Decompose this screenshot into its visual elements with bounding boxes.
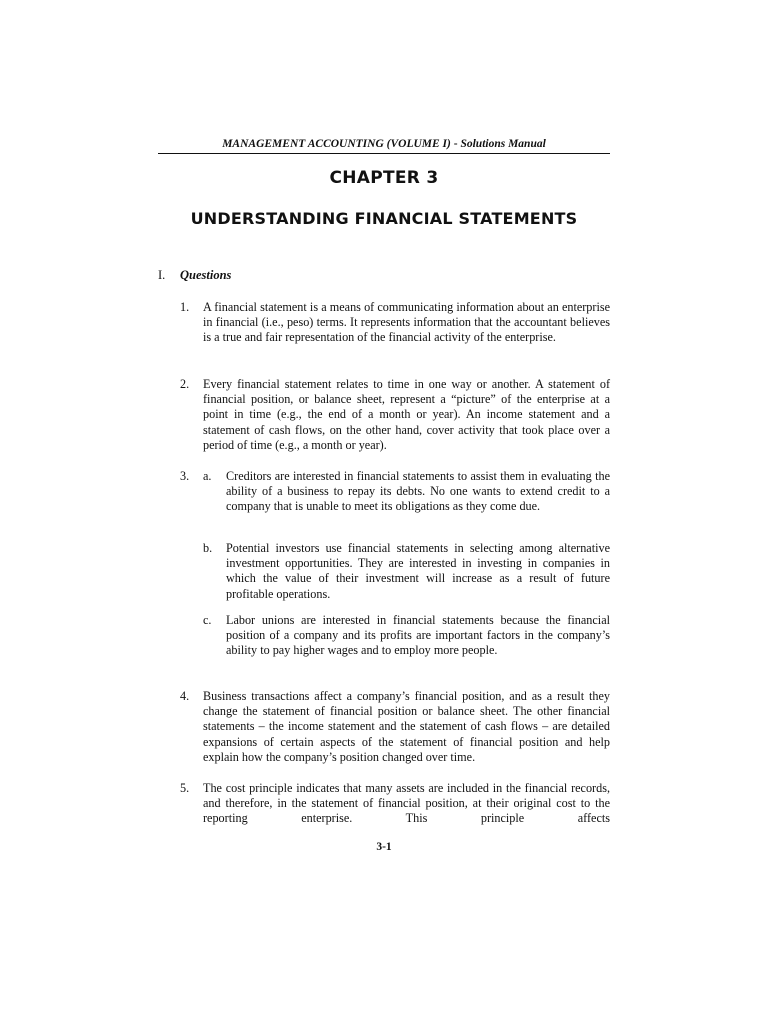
running-header bbox=[158, 138, 610, 154]
question-number: 3. bbox=[180, 469, 190, 483]
sub-item-text: Creditors are interested in financial statements to assist them in evaluating the ability of a business to repay its debts. No one wants to extend credit to a company that is unable to meet its obligations as they come due. bbox=[226, 469, 610, 514]
question-text: Business transactions affect a company’s financial position, and as a result they change the statement of financial position or balance sheet. The other financial statements – the income statement and the statement of cash flows – are detailed expansions of certain aspects of the statement of financial position and help explain how the company’s position changed over time. bbox=[203, 689, 610, 764]
question-text: The cost principle indicates that many assets are included in the financial records, and therefore, in the statement of financial position, at their original cost to the reporting enterprise. This principle affects bbox=[203, 781, 610, 826]
sub-item-b bbox=[203, 541, 610, 602]
section-label: Questions bbox=[180, 268, 232, 282]
book-title: MANAGEMENT ACCOUNTING (VOLUME I) bbox=[222, 138, 451, 150]
sub-item-text: Potential investors use financial statements in selecting among alternative investment opportunities. They are interested in investing in companies in which the value of their investment will increase as a result of future profitable operations. bbox=[226, 541, 610, 601]
section-heading bbox=[158, 268, 231, 283]
chapter-subtitle: UNDERSTANDING FINANCIAL STATEMENTS bbox=[190, 209, 578, 228]
sub-item-letter: b. bbox=[203, 541, 213, 555]
question-number: 5. bbox=[180, 781, 190, 795]
sub-item-c bbox=[203, 613, 610, 659]
question-number: 4. bbox=[180, 689, 190, 703]
sub-item-text: Labor unions are interested in financial statements because the financial position of a company and its profits are important factors in the company’s ability to pay higher wages and to employ more people. bbox=[226, 613, 610, 658]
header-separator: - bbox=[450, 138, 461, 150]
manual-label: Solutions Manual bbox=[460, 138, 546, 150]
sub-item-letter: a. bbox=[203, 469, 212, 483]
sub-item-letter: c. bbox=[203, 613, 212, 627]
question-item-1 bbox=[180, 300, 610, 346]
question-number: 2. bbox=[180, 377, 190, 391]
question-text: A financial statement is a means of communicating information about an enterprise in financial (i.e., peso) terms. It represents information that the accountant believes is a true and fair representation of the financial activity of the enterprise. bbox=[203, 300, 610, 345]
question-text: Every financial statement relates to time in one way or another. A statement of financial position, or balance sheet, represent a “picture” of the enterprise at a point in time (e.g., the end of a month or year). An income statement and a statement of cash flows, on the other hand, cover activity that took place over a period of time (e.g., a month or year). bbox=[203, 377, 610, 452]
question-item-5 bbox=[180, 781, 610, 827]
question-item-4 bbox=[180, 689, 610, 765]
page-number: 3-1 bbox=[376, 841, 392, 853]
question-item-2 bbox=[180, 377, 610, 453]
sub-item-a bbox=[203, 469, 610, 515]
section-number: I. bbox=[158, 268, 166, 282]
chapter-title: CHAPTER 3 bbox=[329, 168, 439, 188]
question-number: 1. bbox=[180, 300, 190, 314]
